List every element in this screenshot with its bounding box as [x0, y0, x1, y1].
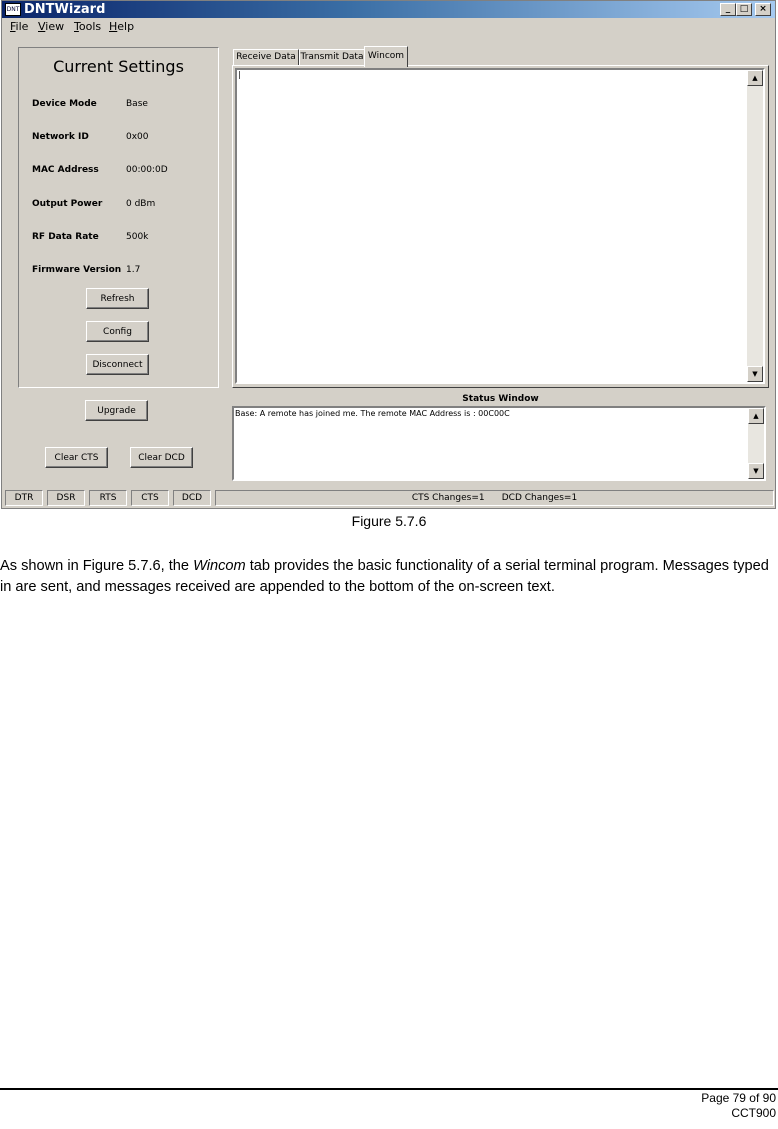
wincom-text-area[interactable]: [235, 68, 765, 384]
firmware-version-value: 1.7: [126, 265, 141, 275]
wincom-scrollbar[interactable]: [747, 70, 763, 382]
device-mode-value: Base: [126, 99, 148, 109]
tab-wincom[interactable]: Wincom: [364, 46, 408, 67]
scroll-up-icon[interactable]: ▲: [747, 70, 763, 86]
tab-transmit-data[interactable]: Transmit Data: [299, 49, 365, 66]
disconnect-button[interactable]: Disconnect: [86, 354, 149, 375]
rf-data-rate-value: 500k: [126, 232, 149, 242]
paragraph-emphasis: Wincom: [193, 558, 246, 574]
cts-indicator: CTS: [131, 490, 169, 506]
changes-counter: CTS Changes=1 DCD Changes=1: [215, 490, 774, 506]
page-number: Page 79 of 90: [701, 1091, 776, 1105]
document-id: CCT900: [731, 1106, 776, 1120]
status-scroll-up-icon[interactable]: ▲: [748, 408, 764, 424]
output-power-value: 0 dBm: [126, 199, 156, 209]
minimize-button[interactable]: _: [720, 3, 736, 16]
figure-caption: Figure 5.7.6: [351, 513, 427, 529]
output-power-label: Output Power: [32, 199, 103, 209]
scroll-down-icon[interactable]: ▼: [747, 366, 763, 382]
dsr-indicator: DSR: [47, 490, 85, 506]
network-id-value: 0x00: [126, 132, 149, 142]
dcd-indicator: DCD: [173, 490, 211, 506]
close-button[interactable]: ×: [755, 3, 771, 16]
current-settings-panel: [18, 47, 219, 388]
status-window-text[interactable]: [232, 406, 766, 481]
menu-file[interactable]: File: [10, 20, 29, 33]
settings-title: Current Settings: [53, 57, 184, 76]
clear-dcd-button[interactable]: Clear DCD: [130, 447, 193, 468]
window-title: DNTWizard: [24, 2, 106, 17]
paragraph-text-1: As shown in Figure 5.7.6, the: [0, 558, 194, 574]
text-cursor: |: [238, 70, 241, 79]
mac-address-label: MAC Address: [32, 165, 99, 175]
dtr-indicator: DTR: [5, 490, 43, 506]
firmware-version-label: Firmware Version: [32, 265, 122, 275]
menu-tools[interactable]: Tools: [74, 20, 102, 33]
clear-cts-button[interactable]: Clear CTS: [45, 447, 108, 468]
rf-data-rate-label: RF Data Rate: [32, 232, 99, 242]
device-mode-label: Device Mode: [32, 99, 97, 109]
app-icon[interactable]: DNT: [5, 3, 21, 16]
paragraph-text-2: tab provides the basic functionality of a serial terminal program. Messages typed in are sent, and messages received are appended to the bottom of the on-screen text.: [0, 558, 769, 595]
mac-address-value: 00:00:0D: [126, 165, 168, 175]
network-id-label: Network ID: [32, 132, 89, 142]
menu-bar: [2, 18, 775, 36]
config-button[interactable]: Config: [86, 321, 149, 342]
upgrade-button[interactable]: Upgrade: [85, 400, 148, 421]
menu-view[interactable]: View: [38, 20, 65, 33]
status-bar: [5, 490, 774, 507]
status-window-title: Status Window: [462, 394, 539, 404]
rts-indicator: RTS: [89, 490, 127, 506]
body-paragraph: [0, 556, 776, 598]
status-scroll-down-icon[interactable]: ▼: [748, 463, 764, 479]
footer-rule: [0, 1088, 778, 1090]
maximize-button[interactable]: □: [736, 3, 752, 16]
menu-help[interactable]: Help: [109, 20, 135, 33]
dntwizard-window: [1, 0, 776, 509]
status-message: Base: A remote has joined me. The remote MAC Address is : 00C00C: [235, 409, 510, 418]
refresh-button[interactable]: Refresh: [86, 288, 149, 309]
status-scrollbar[interactable]: [748, 408, 764, 479]
title-bar[interactable]: [2, 1, 775, 18]
tab-receive-data[interactable]: Receive Data: [233, 49, 299, 66]
